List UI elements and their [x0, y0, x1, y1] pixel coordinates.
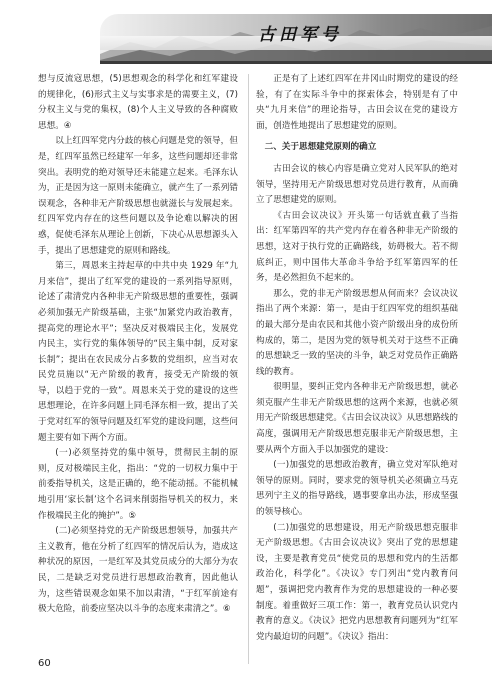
body-paragraph: 很明显，要纠正党内各种非无产阶级思想，就必须克服产生非无产阶级思想的这两个来源，也就必须用无产阶级思想建党。《古田会议决议》从思想路线的高度，强调用无产阶级思想克服非无产阶级思想，主要从两个方面入手以加强党的建设：	[256, 382, 458, 455]
body-paragraph: 那么，党的非无产阶级思想从何而来？会议决议指出了两个来源：第一，是由于红四军党的组织基础的最大部分是由农民和其他小资产阶级出身的成份所构成的，第二，是因为党的领导机关对于这些不正确的思想缺乏一致的坚决的斗争，缺乏对党员作正确路线的教育。	[256, 288, 458, 377]
left-text-column	[38, 72, 238, 618]
section-heading: 二、关于思想建党原则的确立	[264, 142, 377, 153]
body-paragraph: 《古田会议决议》开头第一句话就直截了当指出：红军第四军的共产党内存在着各种非无产阶级的思想，这对于执行党的正确路线，妨碍极大。若不彻底纠正，则中国伟大革命斗争给予红军第四军的任务，是必然担负不起来的。	[256, 210, 458, 284]
page-number: 60	[38, 658, 51, 669]
body-paragraph: (一)加强党的思想政治教育，确立党对军队绝对领导的原则。同时，要求党的领导机关必须确立马克思列宁主义的指导路线，遇事要拿出办法，形成坚强的领导核心。	[256, 460, 458, 518]
body-paragraph: 古田会议的核心内容是确立党对人民军队的绝对领导，坚持用无产阶级思想对党员进行教育，从而确立了思想建党的原则。	[256, 163, 458, 206]
banner-underline	[100, 61, 492, 64]
body-paragraph: 以上红四军党内分歧的核心问题是党的领导，但是，红四军虽然已经建军一年多，这些问题却还非常突出。表明党的绝对领导还未能建立起来。毛泽东认为，正是因为这一原则未能确立，就产生了一系列错误观念，各种非无产阶级思想也就滋长与发展起来。红四军党内存在的这些问题以及争论难以解决的困惑，促使毛泽东从理论上创新，下决心从思想源头入手，提出了思想建党的原则和路线。	[38, 136, 238, 256]
body-paragraph: 第三，周恩来主持起草的中共中央 1929 年“九月来信”，提出了红军党的建设的一系列指导原则，论述了肃清党内各种非无产阶级思想的重要性，强调必须加强无产阶级基础，主张“加紧党内政治教育，提高党的理论水平”；坚决反对极端民主化，发展党内民主，实行党的集体领导的“民主集中制，反对家长制”；提出在农民成分占多数的党组织，应当对农民党员施以“无产阶级的教育，接受无产阶级的领导，以趋于党的一致”。周恩来关于党的建设的这些思想理论，在许多问题上同毛泽东相一致，提出了关于党对红军的领导问题及红军党的建设问题，这些问题主要有如下两个方面。	[38, 261, 238, 443]
header-banner	[100, 14, 492, 64]
journal-title: 古田军号	[258, 25, 342, 45]
body-paragraph: 想与反流寇思想，(5)思想观念的科学化和红军建设的规律化，(6)形式主义与实事求是的需要主义，(7)分权主义与党的集权，(8)个人主义导致的各种腐败思想。④	[38, 74, 238, 131]
body-paragraph: (一)必须坚持党的集中领导，贯彻民主制的原则，反对极端民主化，指出：“党的一切权力集中于前委指导机关，这是正确的，绝不能动摇。不能机械地引用‘家长制’这个名词来削弱指导机关的权力，来作极端民主化的掩护”。⑤	[38, 448, 238, 521]
body-paragraph: (二)必须坚持党的无产阶级思想领导，加强共产主义教育，他在分析了红四军的情况后认为，造成这种状况的原因，一是红军及其党员成分的大部分为农民，二是缺乏对党员进行思想政治教育，因此他认为，这些错误观念如果不加以肃清，“于红军前途有极大危险，前委应坚决以斗争的态度来肃清之”。⑥	[38, 526, 238, 615]
body-paragraph: 正是有了上述红四军在井冈山时期党的建设的经验，有了在实际斗争中的探索体会，特别是有了中央“九月来信”的理论指导，古田会议在党的建设方面，创造性地提出了思想建党的原则。	[256, 74, 458, 131]
body-paragraph: (二)加强党的思想建设，用无产阶级思想克服非无产阶级思想。《古田会议决议》突出了党的思想建设，主要是教育党员“使党员的思想和党内的生活都政治化，科学化”。《决议》专门列出“党内教育问题”，强调把党内教育作为党的思想建设的一种必要制度。着重做好三项工作：第一，教育党员认识党内教育的意义。《决议》把党内思想教育问题列为“红军党内最迫切的问题”。《决议》指出：	[256, 522, 458, 642]
column-divider	[248, 74, 249, 664]
right-text-column	[256, 72, 458, 645]
